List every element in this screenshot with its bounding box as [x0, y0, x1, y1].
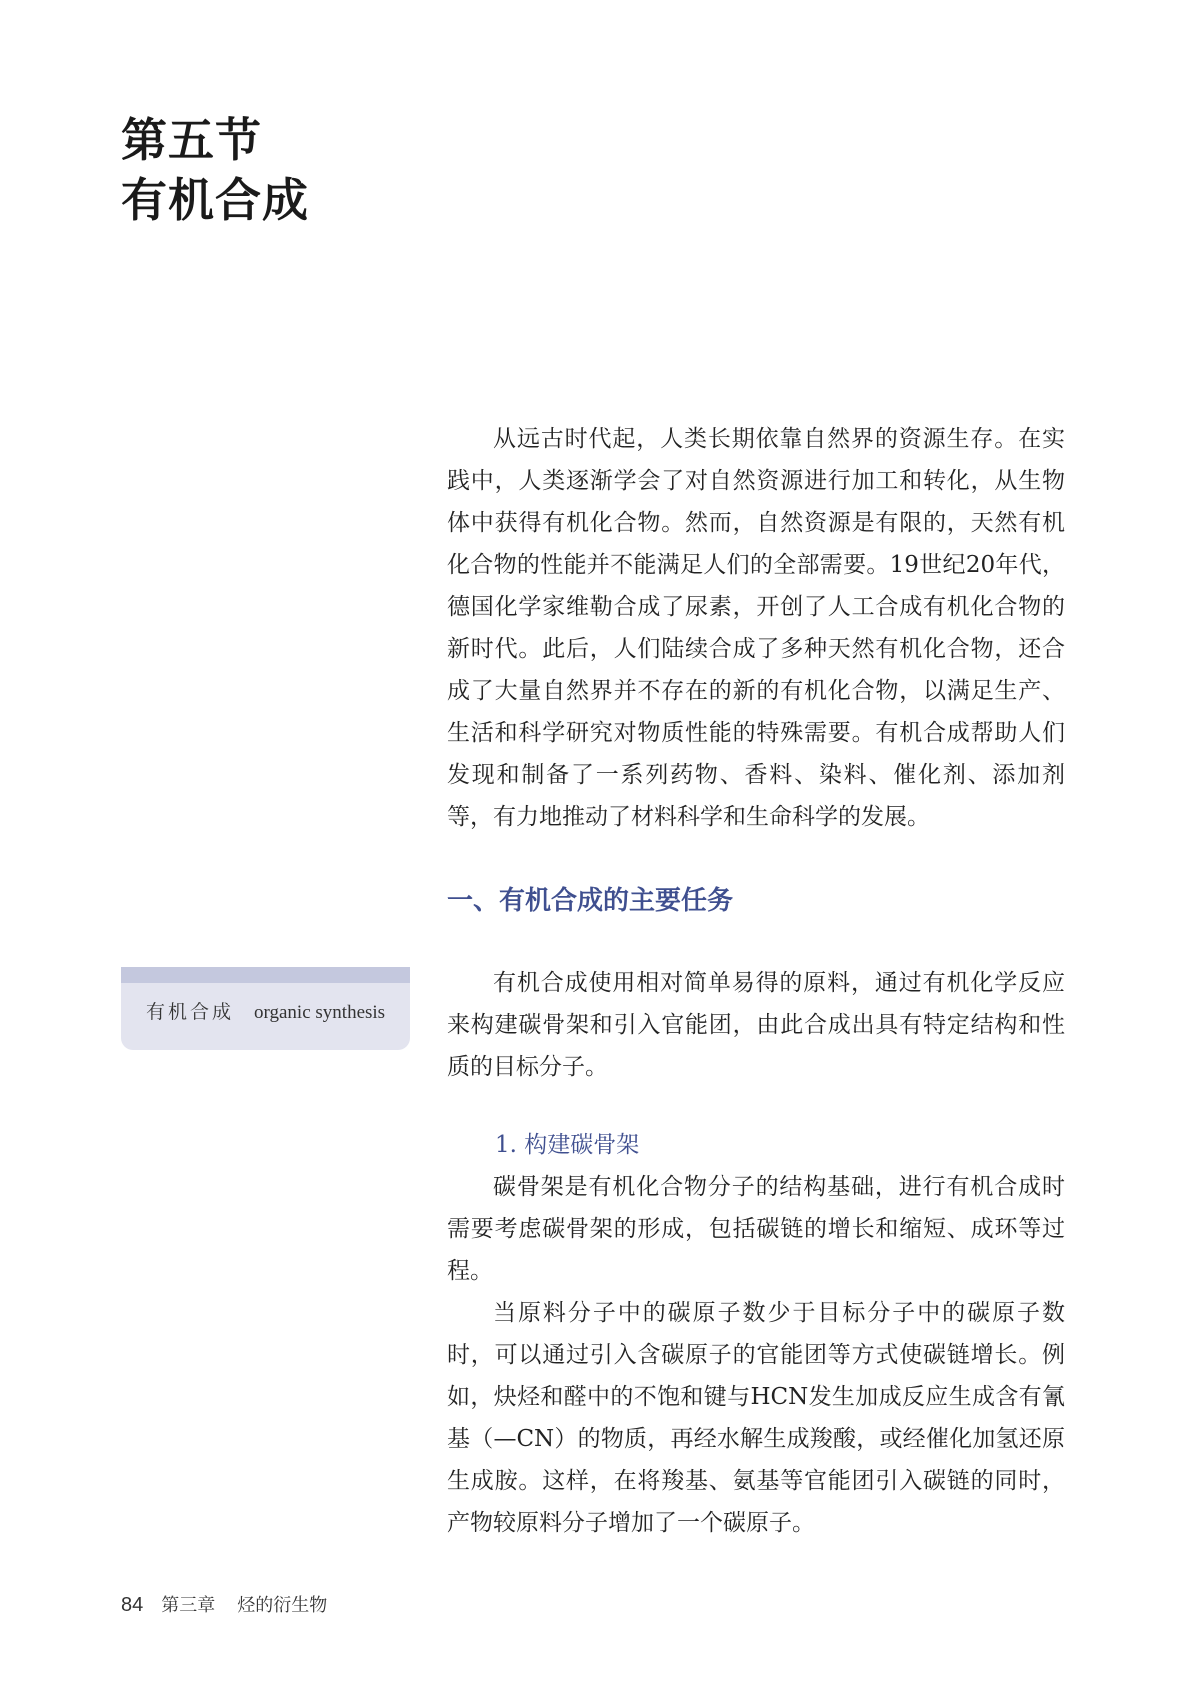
heading-main-tasks: 一、有机合成的主要任务 — [447, 886, 734, 916]
section-name: 有机合成 — [121, 173, 309, 227]
page-footer — [121, 1591, 327, 1617]
margin-term-box — [121, 967, 410, 1050]
page-number: 84 — [121, 1594, 144, 1616]
intro-block — [447, 418, 1065, 838]
margin-term — [121, 983, 410, 1024]
section2-paragraph1: 碳骨架是有机化合物分子的结构基础，进行有机合成时需要考虑碳骨架的形成，包括碳链的增长和缩短、成环等过程。 — [447, 1174, 1065, 1284]
margin-term-en: organic synthesis — [254, 1002, 386, 1023]
section1-block — [447, 962, 1065, 1088]
footer-chapter: 第三章 — [161, 1595, 216, 1616]
section-title — [121, 110, 309, 230]
section2-block — [447, 1166, 1065, 1544]
section-number: 第五节 — [121, 113, 262, 167]
intro-paragraph: 从远古时代起，人类长期依靠自然界的资源生存。在实践中，人类逐渐学会了对自然资源进行加工和转化，从生物体中获得有机化合物。然而，自然资源是有限的，天然有机化合物的性能并不能满足人们的全部需要。19世纪20年代，德国化学家维勒合成了尿素，开创了人工合成有机化合物的新时代。此后，人们陆续合成了多种天然有机化合物，还合成了大量自然界并不存在的新的有机化合物，以满足生产、生活和科学研究对物质性能的特殊需要。有机合成帮助人们发现和制备了一系列药物、香料、染料、催化剂、添加剂等，有力地推动了材料科学和生命科学的发展。 — [447, 426, 1065, 830]
margin-box-band — [121, 967, 410, 983]
section1-paragraph: 有机合成使用相对简单易得的原料，通过有机化学反应来构建碳骨架和引入官能团，由此合成出具有特定结构和性质的目标分子。 — [447, 970, 1065, 1080]
margin-term-zh: 有机合成 — [146, 1001, 235, 1023]
section2-paragraph2: 当原料分子中的碳原子数少于目标分子中的碳原子数时，可以通过引入含碳原子的官能团等方式使碳链增长。例如，炔烃和醛中的不饱和键与HCN发生加成反应生成含有氰基（—CN）的物质，再经水解生成羧酸，或经催化加氢还原生成胺。这样，在将羧基、氨基等官能团引入碳链的同时，产物较原料分子增加了一个碳原子。 — [447, 1300, 1065, 1536]
footer-chapter-title: 烃的衍生物 — [237, 1595, 328, 1616]
subheading-carbon-skeleton: 1. 构建碳骨架 — [495, 1132, 640, 1158]
